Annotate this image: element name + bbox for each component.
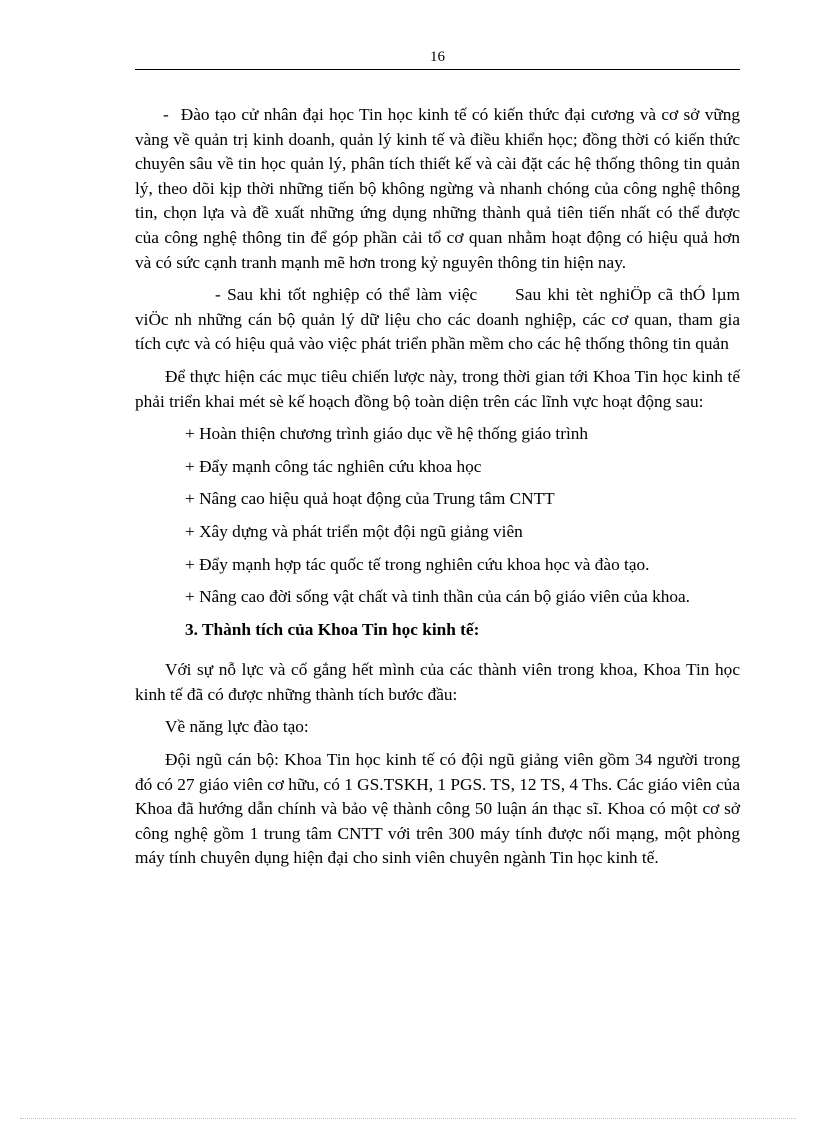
plan-item: + Đẩy mạnh hợp tác quốc tế trong nghiên cứu khoa học và đào tạo. — [185, 554, 650, 574]
paragraph-career — [135, 283, 740, 357]
paragraph-staff: Đội ngũ cán bộ: Khoa Tin học kinh tế có đội ngũ giảng viên gồm 34 người trong đó có 27 giáo viên cơ hữu, có 1 GS.TSKH, 1 PGS. TS, 12 TS, 4 Ths. Các giáo viên của Khoa đã hướng dẫn chính và bảo vệ thành công 50 luận án thạc sĩ. Khoa có một cơ sở công nghệ gồm 1 trung tâm CNTT với trên 300 máy tính được nối mạng, một phòng máy tính chuyên dụng hiện đại cho sinh viên chuyên ngành Tin học kinh tế. — [135, 750, 740, 868]
section-heading: 3. Thành tích của Khoa Tin học kinh tế: — [185, 619, 480, 639]
plan-item: + Hoàn thiện chương trình giáo dục về hệ thống giáo trình — [185, 424, 589, 444]
paragraph-training-capacity: Về năng lực đào tạo: — [165, 717, 309, 737]
paragraph-training-goal-text: Đào tạo cử nhân đại học Tin học kinh tế có kiến thức đại cương và cơ sở vững vàng về quản trị kinh doanh, quản lý kinh tế và điều khiển học; đồng thời có kiến thức chuyên sâu về tin học quản lý, phân tích thiết kế và cài đặt các hệ thống thông tin quản lý, theo dõi kịp thời những tiến bộ không ngừng và nhanh chóng của công nghệ thông tin, chọn lựa và đề xuất những ứng dụng những thành quả tiên tiến nhất có thể được của công nghệ thông tin để góp phần cải tổ cơ quan nhằm hoạt động có hiệu quả hơn và có sức cạnh tranh mạnh mẽ hơn trong kỷ nguyên thông tin hiện nay. — [135, 105, 740, 272]
paragraph-career-text: Sau khi tèt nghiÖp cã thÓ lµm viÖc nh những cán bộ quản lý dữ liệu cho các doanh nghiệp, các cơ quan, tham gia tích cực và có hiệu quả vào việc phát triển phần mềm cho các hệ thống thông tin quản — [135, 285, 740, 354]
dash-marker: - — [163, 105, 169, 124]
header-rule — [135, 69, 740, 70]
plan-item: + Nâng cao hiệu quả hoạt động của Trung tâm CNTT — [185, 489, 555, 509]
paragraph-career-lead: - Sau khi tốt nghiệp có thể làm việc — [215, 285, 478, 305]
paragraph-achievements-intro: Với sự nỗ lực và cố gắng hết mình của các thành viên trong khoa, Khoa Tin học kinh tế đã có được những thành tích bước đầu: — [135, 660, 740, 704]
plan-item: + Nâng cao đời sống vật chất và tinh thần của cán bộ giáo viên của khoa. — [185, 587, 690, 607]
page-number: 16 — [430, 49, 445, 65]
plan-item: + Xây dựng và phát triển một đội ngũ giảng viên — [185, 521, 523, 541]
document-body — [135, 103, 740, 879]
paragraph-training-goal — [135, 103, 740, 275]
plan-item: + Đẩy mạnh công tác nghiên cứu khoa học — [185, 456, 482, 476]
page-bottom-border — [20, 1118, 796, 1119]
paragraph-strategy: Để thực hiện các mục tiêu chiến lược này, trong thời gian tới Khoa Tin học kinh tế phải triển khai mét sè kế hoạch đồng bộ toàn diện trên các lĩnh vực hoạt động sau: — [135, 366, 740, 411]
